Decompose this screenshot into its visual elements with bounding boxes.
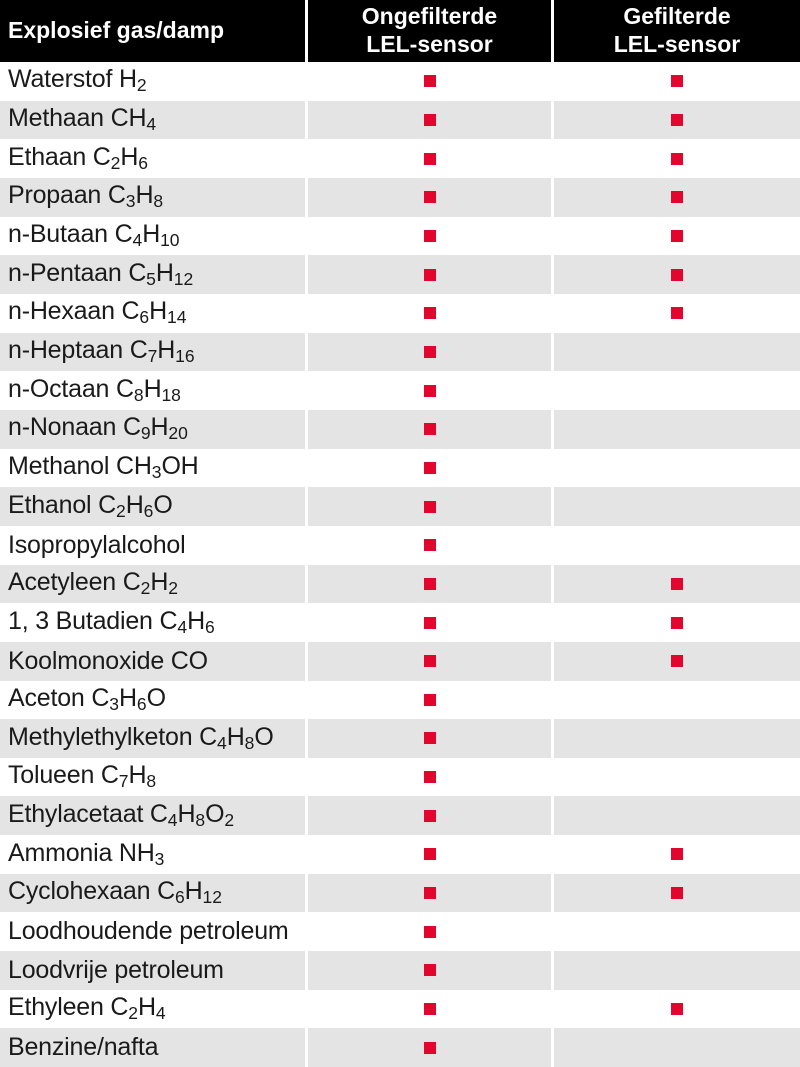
table-header	[0, 0, 800, 62]
detects-gas-marker-icon	[671, 75, 683, 87]
table-row	[0, 139, 800, 178]
formula-subscript: 3	[151, 462, 162, 483]
filtered-lel-cell	[554, 139, 800, 178]
formula-subscript: 4	[155, 1003, 166, 1024]
detects-gas-marker-icon	[424, 578, 436, 590]
formula-subscript: 4	[146, 114, 157, 135]
detects-gas-marker-icon	[424, 230, 436, 242]
filtered-lel-cell	[554, 758, 800, 797]
table-row	[0, 835, 800, 874]
formula-subscript: 2	[224, 810, 235, 831]
filtered-lel-cell	[554, 603, 800, 642]
gas-name: Methaan $CH_4$	[0, 101, 305, 140]
table-row	[0, 796, 800, 835]
detects-gas-marker-icon	[424, 385, 436, 397]
formula-subscript: 2	[136, 75, 147, 96]
formula-subscript: 8	[153, 191, 164, 212]
detects-gas-marker-icon	[424, 153, 436, 165]
detects-gas-marker-icon	[671, 191, 683, 203]
unfiltered-lel-cell	[308, 101, 551, 140]
filtered-lel-cell	[554, 294, 800, 333]
unfiltered-lel-cell	[308, 796, 551, 835]
gas-name: Ammonia $NH_3$	[0, 835, 305, 874]
detects-gas-marker-icon	[671, 887, 683, 899]
detects-gas-marker-icon	[424, 307, 436, 319]
detects-gas-marker-icon	[424, 423, 436, 435]
filtered-lel-cell	[554, 333, 800, 372]
unfiltered-lel-cell	[308, 1028, 551, 1067]
formula-subscript: 2	[168, 578, 178, 599]
formula-subscript: 4	[177, 616, 188, 637]
table-row	[0, 178, 800, 217]
gas-name: n-Nonaan $C_9H_{20}$	[0, 410, 305, 449]
unfiltered-lel-cell	[308, 526, 551, 565]
formula-subscript: 5	[146, 268, 156, 289]
filtered-lel-cell	[554, 487, 800, 526]
formula-subscript: 4	[217, 732, 227, 753]
filtered-lel-cell	[554, 449, 800, 488]
column-header-gas-label: Explosief gas/damp	[8, 17, 225, 44]
detects-gas-marker-icon	[424, 75, 436, 87]
detects-gas-marker-icon	[424, 771, 436, 783]
detects-gas-marker-icon	[424, 1003, 436, 1015]
filtered-lel-cell	[554, 796, 800, 835]
detects-gas-marker-icon	[671, 655, 683, 667]
gas-name: Ethyleen $C_2H_4$	[0, 990, 305, 1029]
detects-gas-marker-icon	[671, 114, 683, 126]
filtered-lel-cell	[554, 835, 800, 874]
unfiltered-lel-cell	[308, 681, 551, 720]
gas-name: 1, 3 Butadien $C_4H_6$	[0, 603, 305, 642]
column-header-filtered-lel	[554, 0, 800, 62]
table-row	[0, 912, 800, 951]
detects-gas-marker-icon	[671, 578, 683, 590]
formula-subscript: 8	[133, 384, 144, 405]
gas-name: n-Butaan $C_4H_{10}$	[0, 217, 305, 256]
table-row	[0, 487, 800, 526]
detects-gas-marker-icon	[424, 964, 436, 976]
table-row	[0, 565, 800, 604]
gas-name: Koolmonoxide CO	[0, 642, 305, 681]
unfiltered-lel-cell	[308, 255, 551, 294]
detects-gas-marker-icon	[424, 501, 436, 513]
formula-subscript: 8	[244, 732, 255, 753]
detects-gas-marker-icon	[671, 307, 683, 319]
unfiltered-lel-cell	[308, 333, 551, 372]
filtered-lel-cell	[554, 410, 800, 449]
table-row	[0, 371, 800, 410]
detects-gas-marker-icon	[424, 617, 436, 629]
filtered-lel-cell	[554, 874, 800, 913]
gas-name: n-Octaan $C_8H_{18}$	[0, 371, 305, 410]
unfiltered-lel-cell	[308, 139, 551, 178]
formula-subscript: 6	[139, 307, 150, 328]
table-row	[0, 1028, 800, 1067]
table-row	[0, 719, 800, 758]
gas-name: Propaan $C_3H_8$	[0, 178, 305, 217]
column-header-filtered-line2: LEL-sensor	[613, 31, 741, 57]
detects-gas-marker-icon	[424, 1042, 436, 1054]
column-header-unfiltered-line1: Ongefilterde	[361, 3, 498, 30]
gas-name: Waterstof $H_2$	[0, 62, 305, 101]
table-row	[0, 603, 800, 642]
formula-subscript: 10	[160, 230, 180, 251]
filtered-lel-cell	[554, 62, 800, 101]
formula-subscript: 2	[128, 1003, 139, 1024]
filtered-lel-cell	[554, 101, 800, 140]
formula-subscript: 2	[110, 152, 121, 173]
filtered-lel-cell	[554, 1028, 800, 1067]
detects-gas-marker-icon	[424, 539, 436, 551]
filtered-lel-cell	[554, 990, 800, 1029]
unfiltered-lel-cell	[308, 565, 551, 604]
filtered-lel-cell	[554, 178, 800, 217]
detects-gas-marker-icon	[424, 114, 436, 126]
gas-name: Ethylacetaat $C_4H_8O_2$	[0, 796, 305, 835]
detects-gas-marker-icon	[424, 655, 436, 667]
gas-name: Tolueen $C_7H_8$	[0, 758, 305, 797]
formula-subscript: 4	[132, 230, 143, 251]
gas-name: Methylethylketon $C_4H_8O$	[0, 719, 305, 758]
filtered-lel-cell	[554, 217, 800, 256]
unfiltered-lel-cell	[308, 719, 551, 758]
filtered-lel-cell	[554, 526, 800, 565]
unfiltered-lel-cell	[308, 758, 551, 797]
formula-subscript: 3	[125, 191, 136, 212]
detects-gas-marker-icon	[671, 848, 683, 860]
gas-name: Aceton $C_3H_6O$	[0, 681, 305, 720]
formula-subscript: 20	[168, 423, 188, 444]
column-header-gas	[0, 0, 305, 62]
gas-name: Methanol $CH_3OH$	[0, 449, 305, 488]
unfiltered-lel-cell	[308, 371, 551, 410]
table-row	[0, 449, 800, 488]
gas-name: Benzine/nafta	[0, 1028, 305, 1067]
formula-subscript: 7	[147, 346, 158, 367]
gas-name: Loodhoudende petroleum	[0, 912, 305, 951]
formula-subscript: 9	[140, 423, 151, 444]
detects-gas-marker-icon	[671, 153, 683, 165]
formula-subscript: 8	[146, 771, 157, 792]
unfiltered-lel-cell	[308, 912, 551, 951]
unfiltered-lel-cell	[308, 951, 551, 990]
gas-name: n-Hexaan $C_6H_{14}$	[0, 294, 305, 333]
formula-subscript: 12	[202, 887, 222, 908]
unfiltered-lel-cell	[308, 603, 551, 642]
table-row	[0, 526, 800, 565]
filtered-lel-cell	[554, 681, 800, 720]
detects-gas-marker-icon	[424, 732, 436, 744]
detects-gas-marker-icon	[671, 230, 683, 242]
formula-subscript: 3	[109, 694, 119, 715]
table-row	[0, 333, 800, 372]
gas-name: Ethaan $C_2H_6$	[0, 139, 305, 178]
gas-name: Isopropylalcohol	[0, 526, 305, 565]
formula-subscript: 18	[161, 384, 181, 405]
gas-name: n-Pentaan $C_5H_{12}$	[0, 255, 305, 294]
table-row	[0, 990, 800, 1029]
unfiltered-lel-cell	[308, 642, 551, 681]
detects-gas-marker-icon	[424, 346, 436, 358]
formula-subscript: 6	[174, 887, 185, 908]
filtered-lel-cell	[554, 912, 800, 951]
unfiltered-lel-cell	[308, 62, 551, 101]
formula-subscript: 7	[118, 771, 129, 792]
formula-subscript: 6	[143, 500, 154, 521]
gas-name: Acetyleen $C_2H_2$	[0, 565, 305, 604]
gas-name: Ethanol $C_2H_6O$	[0, 487, 305, 526]
filtered-lel-cell	[554, 565, 800, 604]
unfiltered-lel-cell	[308, 835, 551, 874]
table-row	[0, 101, 800, 140]
formula-subscript: 3	[154, 848, 165, 869]
unfiltered-lel-cell	[308, 990, 551, 1029]
table-row	[0, 642, 800, 681]
formula-subscript: 4	[167, 810, 178, 831]
filtered-lel-cell	[554, 951, 800, 990]
formula-subscript: 2	[140, 578, 151, 599]
detects-gas-marker-icon	[424, 191, 436, 203]
detects-gas-marker-icon	[424, 462, 436, 474]
unfiltered-lel-cell	[308, 874, 551, 913]
formula-subscript: 8	[195, 810, 206, 831]
table-row	[0, 681, 800, 720]
column-header-unfiltered-line2: LEL-sensor	[366, 31, 493, 57]
unfiltered-lel-cell	[308, 217, 551, 256]
table-row	[0, 410, 800, 449]
detects-gas-marker-icon	[671, 269, 683, 281]
table-body	[0, 62, 800, 1067]
table-row	[0, 255, 800, 294]
unfiltered-lel-cell	[308, 178, 551, 217]
detects-gas-marker-icon	[424, 810, 436, 822]
filtered-lel-cell	[554, 642, 800, 681]
unfiltered-lel-cell	[308, 294, 551, 333]
formula-subscript: 6	[138, 152, 148, 173]
formula-subscript: 12	[173, 268, 194, 289]
unfiltered-lel-cell	[308, 410, 551, 449]
column-header-filtered-line1: Gefilterde	[623, 3, 731, 30]
table-row	[0, 217, 800, 256]
filtered-lel-cell	[554, 719, 800, 758]
detects-gas-marker-icon	[424, 269, 436, 281]
gas-name: Cyclohexaan $C_6H_{12}$	[0, 874, 305, 913]
formula-subscript: 6	[136, 694, 147, 715]
filtered-lel-cell	[554, 371, 800, 410]
detects-gas-marker-icon	[424, 926, 436, 938]
detects-gas-marker-icon	[424, 694, 436, 706]
table-row	[0, 951, 800, 990]
formula-subscript: 2	[116, 500, 126, 521]
table-row	[0, 294, 800, 333]
gas-name: n-Heptaan $C_7H_{16}$	[0, 333, 305, 372]
column-header-unfiltered-lel	[308, 0, 551, 62]
unfiltered-lel-cell	[308, 487, 551, 526]
detects-gas-marker-icon	[424, 887, 436, 899]
table-row	[0, 874, 800, 913]
table-row	[0, 62, 800, 101]
unfiltered-lel-cell	[308, 449, 551, 488]
formula-subscript: 16	[175, 346, 195, 367]
table-row	[0, 758, 800, 797]
detects-gas-marker-icon	[671, 1003, 683, 1015]
formula-subscript: 14	[167, 307, 187, 328]
gas-name: Loodvrije petroleum	[0, 951, 305, 990]
detects-gas-marker-icon	[671, 617, 683, 629]
detects-gas-marker-icon	[424, 848, 436, 860]
formula-subscript: 6	[204, 616, 215, 637]
filtered-lel-cell	[554, 255, 800, 294]
